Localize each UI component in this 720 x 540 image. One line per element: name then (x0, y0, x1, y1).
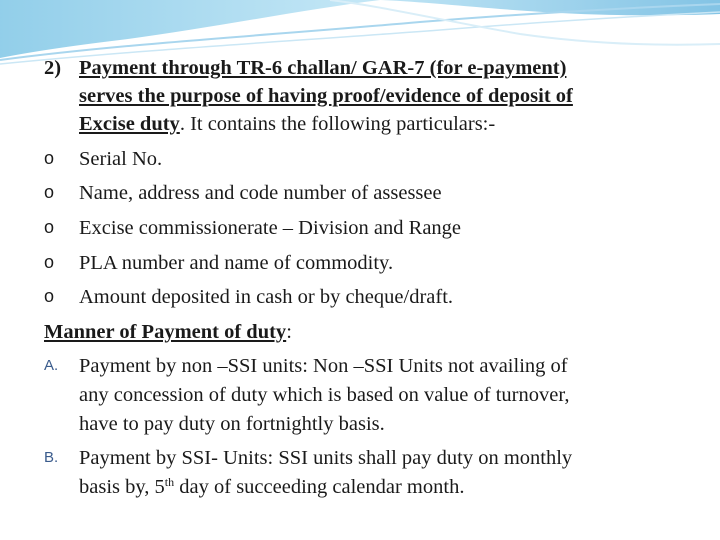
item-b-marker: B. (44, 449, 59, 466)
bullet-icon: o (44, 148, 55, 168)
item-2-heading-line-1: Payment through TR-6 challan/ GAR-7 (for e-payment) (79, 57, 567, 79)
item-b-ordinal-suffix: th (164, 475, 175, 489)
item-b-text-line-2-start: basis by, 5 (79, 476, 165, 498)
bullet-icon: o (44, 217, 55, 237)
item-2-intro-text: . It contains the following particulars:- (179, 113, 496, 135)
bullet-text: Serial No. (79, 148, 163, 170)
bullet-icon: o (44, 252, 55, 272)
bullet-icon: o (44, 286, 55, 306)
bullet-text: Excise commissionerate – Division and Range (79, 217, 462, 239)
item-a-text-line-1: Payment by non –SSI units: Non –SSI Units not availing of (79, 355, 568, 377)
item-2-heading-line-2: serves the purpose of having proof/evidence of deposit of (79, 85, 573, 107)
bullet-text: PLA number and name of commodity. (79, 252, 394, 274)
item-2-heading-line-3: Excise duty (79, 113, 180, 135)
item-b-text-line-2-end: day of succeeding calendar month. (174, 476, 465, 498)
manner-heading-colon: : (286, 321, 292, 343)
bullet-text: Amount deposited in cash or by cheque/draft. (79, 286, 454, 308)
bullet-text: Name, address and code number of assessee (79, 182, 442, 204)
item-a-marker: A. (44, 357, 59, 374)
item-2-marker: 2) (44, 57, 62, 79)
item-a-text-line-2: any concession of duty which is based on value of turnover, (79, 384, 570, 406)
item-a-text-line-3: have to pay duty on fortnightly basis. (79, 413, 385, 435)
manner-heading: Manner of Payment of duty (44, 321, 287, 343)
item-b-text-line-1: Payment by SSI- Units: SSI units shall pay duty on monthly (79, 447, 573, 469)
manner-heading-line (44, 322, 292, 343)
bullet-icon: o (44, 182, 55, 202)
